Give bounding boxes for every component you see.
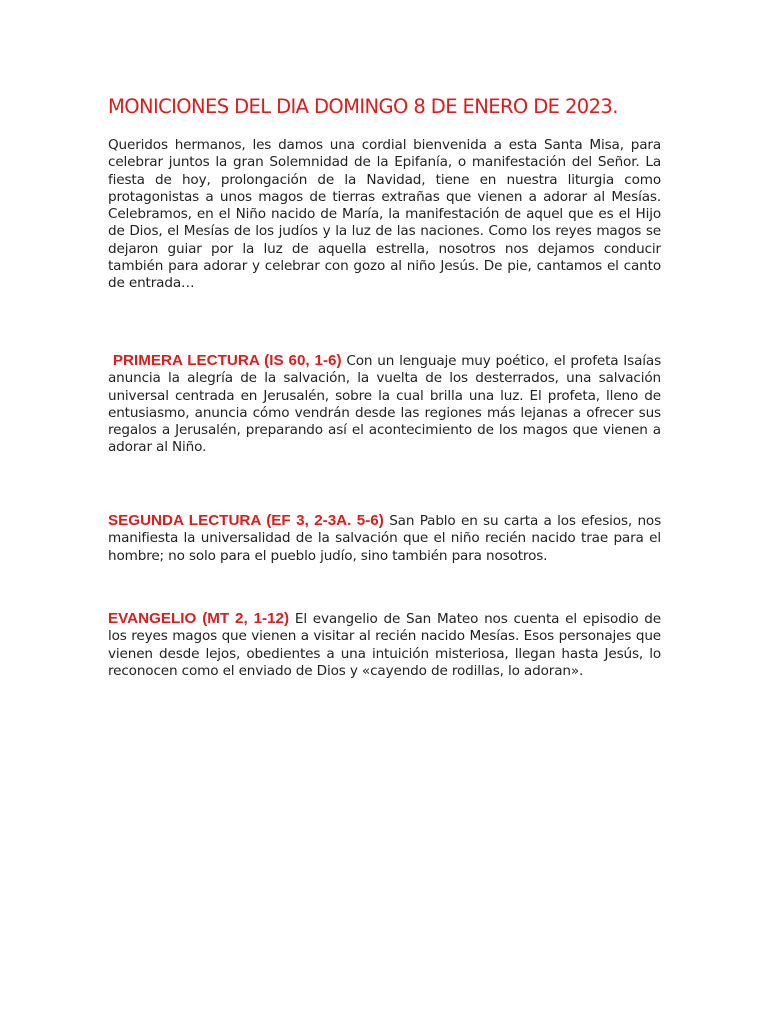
intro-paragraph: Queridos hermanos, les damos una cordial bienvenida a esta Santa Misa, para celebrar juntos la gran Solemnidad de la Epifanía, o manifestación del Señor. La fiesta de hoy, prolongación de la Navidad, tiene en nuestra liturgia como protagonistas a unos magos de tierras extrañas que vienen a adorar al Mesías. Celebramos, en el Niño nacido de María, la manifestación de aquel que es el Hijo de Dios, el Mesías de los judíos y la luz de las naciones. Como los reyes magos se dejaron guiar por la luz de aquella estrella, nosotros nos dejamos conducir también para adorar y celebrar con gozo al niño Jesús. De pie, cantamos el canto de entrada… (108, 137, 661, 292)
gospel-label: EVANGELIO (MT 2, 1-12) (108, 610, 290, 627)
first-reading-label: PRIMERA LECTURA (IS 60, 1-6) (112, 352, 342, 369)
second-reading-paragraph (108, 512, 661, 565)
gospel-paragraph (108, 610, 661, 680)
second-reading-text: San Pablo en su carta a los efesios, nos manifiesta la universalidad de la salvación que el niño recién nacido trae para el hombre; no solo para el pueblo judío, sino también para nosotros. (108, 513, 662, 564)
second-reading-label: SEGUNDA LECTURA (EF 3, 2-3A. 5-6) (108, 512, 384, 529)
gospel-text: El evangelio de San Mateo nos cuenta el episodio de los reyes magos que vienen a visitar al recién nacido Mesías. Esos personajes que vienen desde lejos, obedientes a una intuición misteriosa, llegan hasta Jesús, lo reconocen como el enviado de Dios y «cayendo de rodillas, lo adoran». (108, 611, 661, 679)
first-reading-text: Con un lenguaje muy poético, el profeta Isaías anuncia la alegría de la salvación, la vuelta de los desterrados, una salvación universal centrada en Jerusalén, sobre la cual brilla una luz. El profeta, lleno de entusiasmo, anuncia cómo vendrán desde las regiones más lejanas a ofrecer sus regalos a Jerusalén, preparando así el acontecimiento de los magos que vienen a adorar al Niño. (108, 353, 662, 456)
document-title: MONICIONES DEL DIA DOMINGO 8 DE ENERO DE 2023. (108, 95, 618, 118)
first-reading-paragraph (108, 352, 661, 457)
